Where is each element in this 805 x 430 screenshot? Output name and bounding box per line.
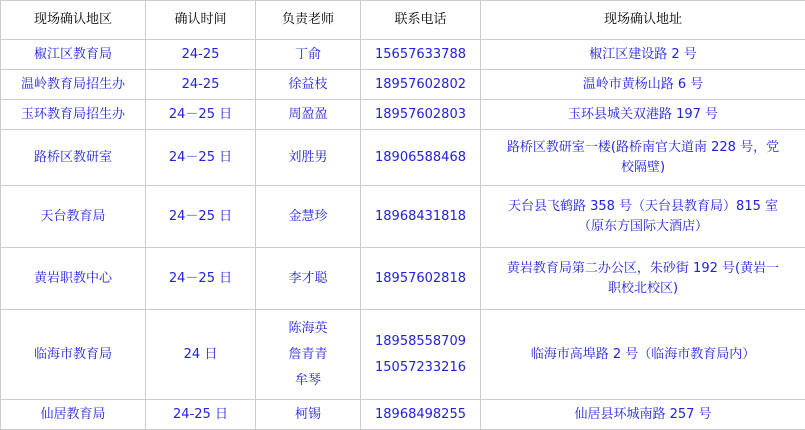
cell-teacher: [256, 248, 361, 310]
cell-address: [481, 40, 805, 70]
cell-time: 24 日: [146, 310, 256, 400]
cell-phone: [361, 186, 481, 248]
cell-address: [481, 248, 805, 310]
cell-phone-line: 18957602802: [367, 75, 474, 95]
cell-teacher-line: 柯锡: [262, 405, 354, 425]
header-phone: 联系电话: [361, 1, 481, 40]
cell-address: [481, 70, 805, 100]
table-row: [1, 70, 805, 100]
cell-address-line: 职校北校区): [487, 279, 799, 299]
cell-phone: [361, 100, 481, 130]
cell-phone-line: 15057233216: [367, 358, 474, 378]
cell-area: 仙居教育局: [1, 400, 146, 430]
table-row: [1, 100, 805, 130]
cell-phone: [361, 310, 481, 400]
cell-phone-line: 18957602803: [367, 105, 474, 125]
cell-teacher-line: 牟琴: [262, 371, 354, 391]
table-row: [1, 248, 805, 310]
cell-address-line: 黄岩教育局第二办公区，朱砂街 192 号(黄岩一: [487, 259, 799, 279]
cell-area: 温岭教育局招生办: [1, 70, 146, 100]
cell-teacher-line: 李才聪: [262, 269, 354, 289]
cell-phone: [361, 130, 481, 186]
cell-phone-line: 18958558709: [367, 332, 474, 352]
cell-teacher: [256, 40, 361, 70]
cell-area: 天台教育局: [1, 186, 146, 248]
cell-area: 路桥区教研室: [1, 130, 146, 186]
cell-time: 24－25 日: [146, 100, 256, 130]
cell-address: [481, 130, 805, 186]
cell-address-line: 玉环县城关双港路 197 号: [487, 105, 799, 125]
cell-phone: [361, 40, 481, 70]
cell-address: [481, 100, 805, 130]
cell-address-line: 椒江区建设路 2 号: [487, 45, 799, 65]
header-teacher: 负责老师: [256, 1, 361, 40]
cell-time: 24-25: [146, 40, 256, 70]
cell-phone-line: 18968498255: [367, 405, 474, 425]
table-header-row: [1, 1, 805, 40]
cell-address-line: 临海市高埠路 2 号（临海市教育局内）: [487, 345, 799, 365]
cell-teacher: [256, 310, 361, 400]
cell-address: [481, 310, 805, 400]
cell-teacher: [256, 186, 361, 248]
cell-phone-line: 18957602818: [367, 269, 474, 289]
cell-teacher-line: 刘胜男: [262, 148, 354, 168]
cell-address: [481, 186, 805, 248]
table-row: [1, 186, 805, 248]
table-row: [1, 130, 805, 186]
cell-teacher-line: 陈海英: [262, 319, 354, 339]
table-header: [1, 1, 805, 40]
cell-time: 24-25: [146, 70, 256, 100]
table-row: [1, 40, 805, 70]
cell-address-line: 温岭市黄杨山路 6 号: [487, 75, 799, 95]
cell-area: 黄岩职教中心: [1, 248, 146, 310]
cell-address-line: 天台县飞鹤路 358 号（天台县教育局）815 室: [487, 197, 799, 217]
cell-teacher-line: 丁俞: [262, 45, 354, 65]
cell-phone-line: 15657633788: [367, 45, 474, 65]
header-address: 现场确认地址: [481, 1, 805, 40]
cell-time: 24-25 日: [146, 400, 256, 430]
cell-phone-line: 18968431818: [367, 207, 474, 227]
table-row: [1, 310, 805, 400]
cell-teacher-line: 周盈盈: [262, 105, 354, 125]
cell-teacher-line: 金慧珍: [262, 207, 354, 227]
cell-area: 玉环教育局招生办: [1, 100, 146, 130]
cell-time: 24－25 日: [146, 130, 256, 186]
cell-address-line: 校隔壁): [487, 158, 799, 178]
cell-teacher-line: 詹青青: [262, 345, 354, 365]
cell-area: 临海市教育局: [1, 310, 146, 400]
cell-phone: [361, 248, 481, 310]
cell-teacher: [256, 130, 361, 186]
cell-time: 24－25 日: [146, 186, 256, 248]
cell-phone: [361, 70, 481, 100]
cell-teacher: [256, 100, 361, 130]
cell-phone-line: 18906588468: [367, 148, 474, 168]
header-time: 确认时间: [146, 1, 256, 40]
table-body: [1, 40, 805, 430]
cell-area: 椒江区教育局: [1, 40, 146, 70]
cell-teacher-line: 徐益枝: [262, 75, 354, 95]
header-area: 现场确认地区: [1, 1, 146, 40]
cell-time: 24－25 日: [146, 248, 256, 310]
cell-address-line: 路桥区教研室一楼(路桥南官大道南 228 号，党: [487, 138, 799, 158]
cell-teacher: [256, 70, 361, 100]
cell-address-line: （原东方国际大酒店）: [487, 217, 799, 237]
cell-address-line: 仙居县环城南路 257 号: [487, 405, 799, 425]
